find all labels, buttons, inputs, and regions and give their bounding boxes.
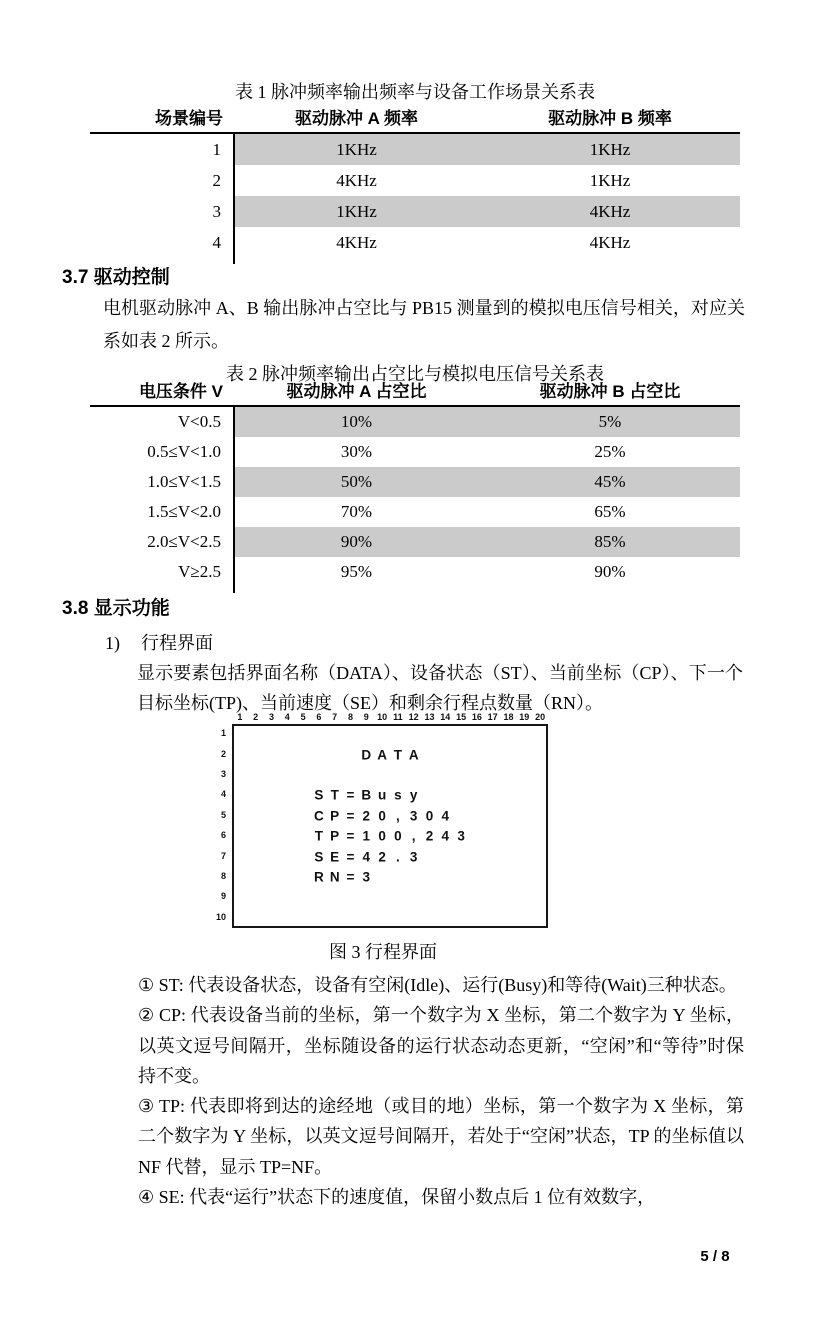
figure-row-label-7: 7 xyxy=(220,850,226,861)
table2-row-band xyxy=(233,527,740,557)
table2-cell-key: 1.0≤V<1.5 xyxy=(147,472,221,491)
figure-screen-text: S xyxy=(314,849,324,865)
figure-screen-text: = xyxy=(346,828,355,844)
notes-block xyxy=(138,970,744,1212)
figure-screen-text: = xyxy=(346,808,355,824)
figure-screen-text: u xyxy=(377,787,387,803)
table1-header-pulse-b: 驱动脉冲 B 频率 xyxy=(548,109,672,128)
table1-row-3 xyxy=(90,196,740,227)
table1-row-1 xyxy=(90,134,740,165)
note-item-2: ② CP: 代表设备当前的坐标，第一个数字为 X 坐标，第二个数字为 Y 坐标，以英文逗号间隔开，坐标随设备的运行状态动态更新，“空闲”和“等待”时保持不变。 xyxy=(138,1005,744,1086)
figure-row-label-2: 2 xyxy=(220,748,226,759)
figure-row-label-8: 8 xyxy=(220,871,226,881)
figure-col-label-17: 17 xyxy=(487,712,498,722)
table2-header-voltage: 电压条件 V xyxy=(138,382,223,401)
page-number: 5 / 8 xyxy=(700,1248,730,1265)
figure-screen-text: A xyxy=(408,747,419,763)
figure-screen-text: 3 xyxy=(409,808,418,824)
table2-cell-a: 50% xyxy=(340,472,373,491)
table2-cell-b: 90% xyxy=(594,562,626,581)
table2-cell-a: 70% xyxy=(340,502,373,521)
figure-screen-text: , xyxy=(396,808,400,824)
list-item-1-label: 1) xyxy=(105,633,120,653)
table2-row-band xyxy=(233,467,740,497)
table1-cell-b: 1KHz xyxy=(589,139,631,159)
figure-screen-text: B xyxy=(361,787,372,803)
figure-caption: 图 3 行程界面 xyxy=(329,942,437,962)
table1 xyxy=(90,104,740,258)
table2-row-band xyxy=(233,407,740,437)
figure-screen-box xyxy=(232,724,548,928)
figure-screen-text: 2 xyxy=(378,849,386,865)
table1-row-band xyxy=(233,165,740,196)
section-3-8-heading: 3.8 显示功能 xyxy=(62,598,170,619)
figure-col-label-20: 20 xyxy=(535,712,546,722)
table2-cell-a: 10% xyxy=(340,412,373,431)
figure-row-label-1: 1 xyxy=(220,728,226,739)
figure-screen-text: = xyxy=(346,869,355,885)
table2-cell-b: 5% xyxy=(598,412,622,431)
figure-col-label-7: 7 xyxy=(332,712,338,722)
figure-screen-text: 1 xyxy=(362,828,371,844)
figure-screen-text: 4 xyxy=(441,808,450,824)
figure-col-label-19: 19 xyxy=(519,712,530,722)
table1-cell-a: 1KHz xyxy=(336,139,377,159)
figure-col-label-13: 13 xyxy=(424,712,435,722)
table2-header-duty-a: 驱动脉冲 A 占空比 xyxy=(286,382,427,401)
figure-col-label-4: 4 xyxy=(284,712,290,722)
table2-row-1 xyxy=(90,407,740,437)
figure-screen-text: 4 xyxy=(362,849,371,865)
figure-screen-text: = xyxy=(346,787,355,803)
table2-cell-key: 2.0≤V<2.5 xyxy=(147,532,221,551)
figure-screen-text: P xyxy=(330,808,340,824)
figure-col-label-15: 15 xyxy=(456,712,467,722)
figure-screen-text: 0 xyxy=(378,828,386,844)
table1-cell-b: 1KHz xyxy=(589,170,631,190)
table1-cell-key: 1 xyxy=(212,139,221,159)
table1-header-scenario: 场景编号 xyxy=(155,109,223,128)
figure-screen-text: S xyxy=(314,787,324,803)
table1-cell-b: 4KHz xyxy=(589,201,631,221)
figure-col-label-9: 9 xyxy=(363,712,369,722)
figure-screen-text: 2 xyxy=(425,828,434,844)
note-item-4: ④ SE: 代表“运行”状态下的速度值，保留小数点后 1 位有效数字， xyxy=(138,1187,656,1208)
figure-screen-text: C xyxy=(314,808,324,824)
figure-row-label-10: 10 xyxy=(215,911,226,922)
list-item-1 xyxy=(105,629,213,655)
table2-cell-key: 1.5≤V<2.0 xyxy=(147,502,221,521)
table2-header-duty-b: 驱动脉冲 B 占空比 xyxy=(539,382,681,401)
table2-cell-a: 30% xyxy=(340,442,373,461)
table1-cell-a: 4KHz xyxy=(336,170,377,190)
figure-screen-text: E xyxy=(330,849,340,865)
table1-header-pulse-a: 驱动脉冲 A 频率 xyxy=(294,109,419,128)
figure-col-label-8: 8 xyxy=(347,712,354,722)
figure-screen-text: y xyxy=(409,787,418,803)
table2-cell-b: 45% xyxy=(594,472,626,491)
table1-row-band xyxy=(233,196,740,227)
figure-screen-text: N xyxy=(329,869,340,885)
figure-row-label-4: 4 xyxy=(220,789,226,800)
table2-cell-key: V<0.5 xyxy=(177,412,221,431)
table2-cell-key: V≥2.5 xyxy=(178,562,221,581)
figure-screen-text: 3 xyxy=(457,828,465,844)
figure-travel-screen xyxy=(200,712,566,936)
table2-header-row xyxy=(90,380,740,407)
table2 xyxy=(90,380,740,587)
table1-row-4 xyxy=(90,227,740,258)
figure-col-label-12: 12 xyxy=(408,712,419,722)
figure-screen-text: 0 xyxy=(425,808,434,824)
table2-row-2 xyxy=(90,437,740,467)
table1-caption: 表 1 脉冲频率输出频率与设备工作场景关系表 xyxy=(235,82,595,102)
figure-col-label-5: 5 xyxy=(300,712,306,722)
note-item-1: ① ST: 代表设备状态，设备有空闲(Idle)、运行(Busy)和等待(Wait)三种状态。 xyxy=(138,975,737,995)
figure-screen-text: 0 xyxy=(378,808,386,824)
table2-body xyxy=(90,407,740,587)
figure-col-label-10: 10 xyxy=(377,712,388,722)
section-3-8-intro: 显示要素包括界面名称（DATA）、设备状态（ST）、当前坐标（CP）、下一个目标坐标(TP)、当前速度（SE）和剩余行程点数量（RN）。 xyxy=(137,663,743,713)
figure-row-label-3: 3 xyxy=(220,769,226,779)
note-item-3: ③ TP: 代表即将到达的途经地（或目的地）坐标，第一个数字为 X 坐标，第二个数字为 Y 坐标，以英文逗号间隔开，若处于“空闲”状态，TP 的坐标值以 NF 代替，显示 TP=NF。 xyxy=(138,1096,744,1177)
figure-col-label-14: 14 xyxy=(440,712,451,722)
table2-row-band xyxy=(233,497,740,527)
figure-screen-text: = xyxy=(346,849,355,865)
figure-screen-text: R xyxy=(314,869,324,885)
table1-row-band xyxy=(233,134,740,165)
figure-screen-text: s xyxy=(394,787,402,803)
figure-col-label-16: 16 xyxy=(471,712,482,722)
figure-col-label-11: 11 xyxy=(393,712,403,722)
figure-screen-text: T xyxy=(330,787,339,803)
table2-row-band xyxy=(233,557,740,587)
table1-cell-key: 3 xyxy=(212,201,221,221)
table1-cell-a: 4KHz xyxy=(336,232,377,252)
table1-cell-key: 2 xyxy=(212,170,221,190)
table2-row-5 xyxy=(90,527,740,557)
figure-row-label-9: 9 xyxy=(220,891,226,902)
figure-screen-text: P xyxy=(330,828,340,844)
table2-cell-b: 65% xyxy=(594,502,626,521)
figure-screen-text: A xyxy=(377,747,387,763)
figure-col-label-1: 1 xyxy=(237,712,243,722)
figure-screen-text: 0 xyxy=(394,828,402,844)
table1-cell-key: 4 xyxy=(212,232,221,252)
figure-screen-text: , xyxy=(411,828,416,844)
figure-col-label-6: 6 xyxy=(316,712,322,722)
table2-row-4 xyxy=(90,497,740,527)
figure-row-label-5: 5 xyxy=(220,809,226,820)
table2-cell-b: 25% xyxy=(594,442,626,461)
figure-screen-text: 3 xyxy=(409,849,418,865)
figure-screen-text: D xyxy=(361,747,372,763)
table2-cell-a: 95% xyxy=(340,562,373,581)
list-item-1-title: 行程界面 xyxy=(141,633,213,653)
table2-row-band xyxy=(233,437,740,467)
table2-row-3 xyxy=(90,467,740,497)
table1-row-band xyxy=(233,227,740,258)
table2-cell-a: 90% xyxy=(340,532,373,551)
table2-caption: 表 2 脉冲频率输出占空比与模拟电压信号关系表 xyxy=(226,364,604,384)
figure-screen-text: 4 xyxy=(441,828,450,844)
table1-cell-a: 1KHz xyxy=(336,201,377,221)
table1-column-divider xyxy=(233,134,235,264)
figure-col-label-18: 18 xyxy=(503,712,514,722)
table2-cell-b: 85% xyxy=(594,532,626,551)
figure-screen-text: . xyxy=(396,849,400,865)
figure-screen-text: T xyxy=(393,747,403,763)
section-3-7-heading: 3.7 驱动控制 xyxy=(62,267,170,288)
table1-body xyxy=(90,134,740,258)
table1-header-row xyxy=(90,104,740,134)
figure-screen-text: 3 xyxy=(362,869,371,885)
table1-cell-b: 4KHz xyxy=(589,232,631,252)
table2-row-6 xyxy=(90,557,740,587)
figure-row-label-6: 6 xyxy=(220,830,226,841)
section-3-7-paragraph: 电机驱动脉冲 A、B 输出脉冲占空比与 PB15 测量到的模拟电压信号相关，对应关系如表 2 所示。 xyxy=(103,298,745,351)
table2-cell-key: 0.5≤V<1.0 xyxy=(147,442,221,461)
table1-row-2 xyxy=(90,165,740,196)
figure-col-label-3: 3 xyxy=(268,712,275,722)
figure-screen-text: 2 xyxy=(362,808,371,824)
figure-screen-text: T xyxy=(314,828,324,844)
table2-column-divider xyxy=(233,407,235,593)
figure-col-label-2: 2 xyxy=(253,712,259,722)
